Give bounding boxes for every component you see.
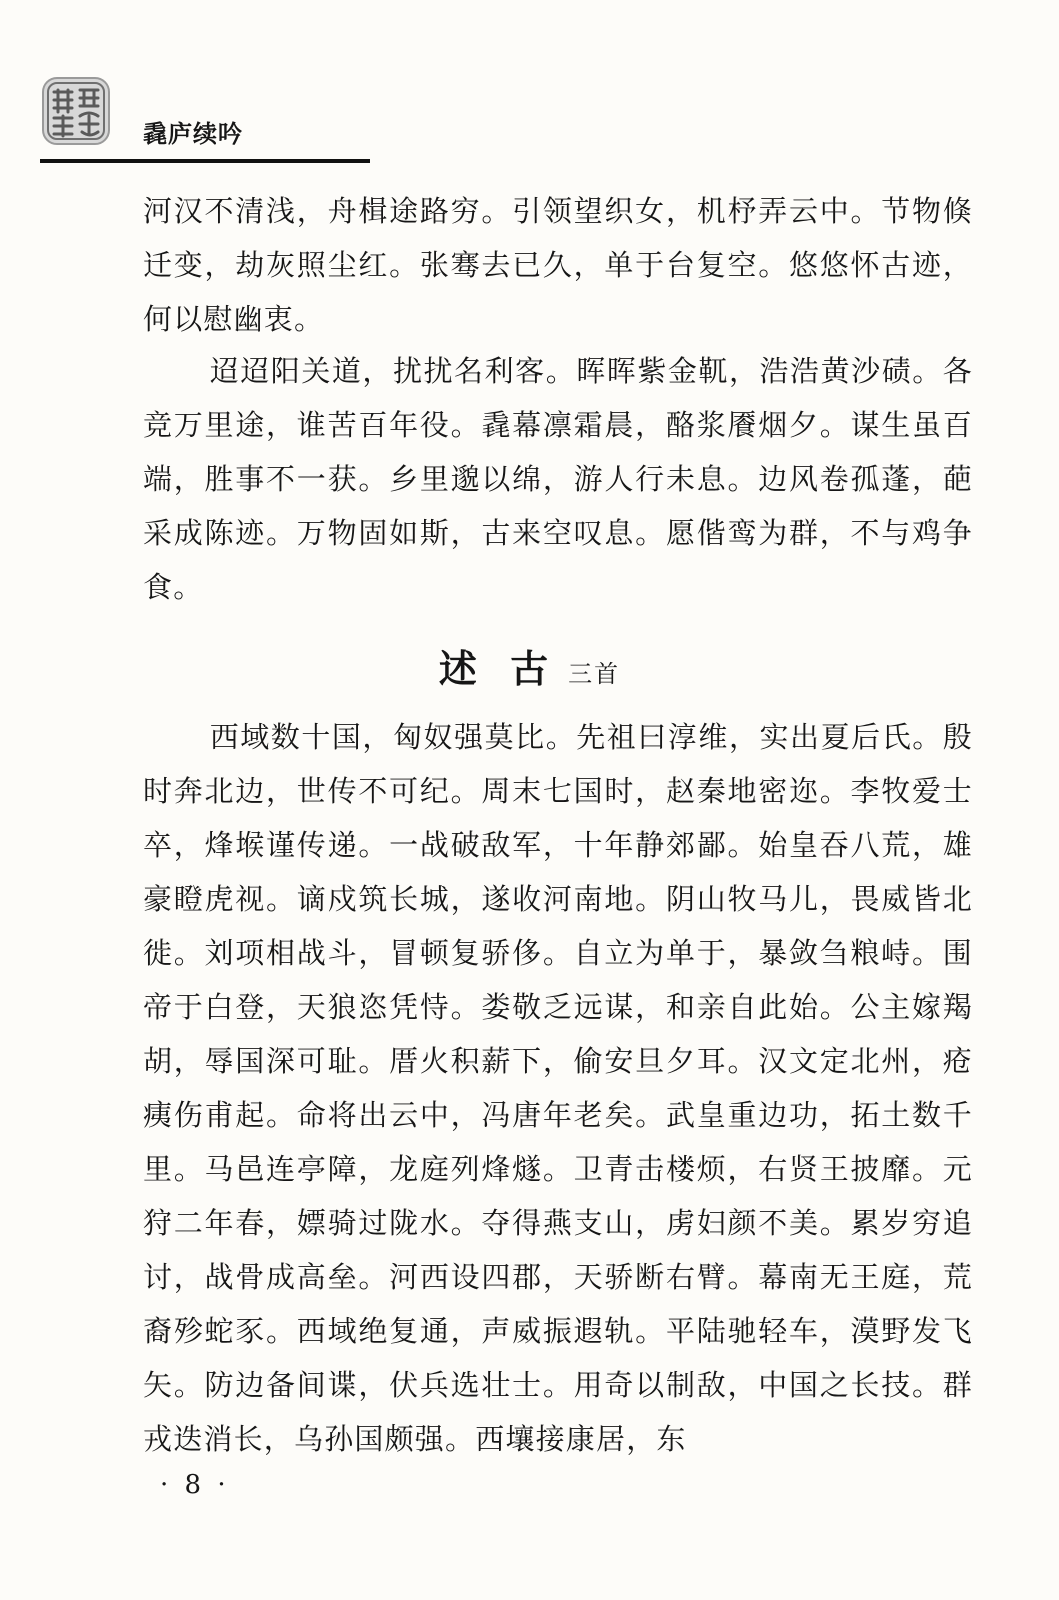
paragraph-1: 河汉不清浅，舟楫途路穷。引领望织女，机杼弄云中。节物倏迁变，劫灰照尘红。张骞去已久，单于台复空。悠悠怀古迹，何以慰幽衷。: [143, 194, 973, 336]
paragraph-3: 西域数十国，匈奴强莫比。先祖曰淳维，实出夏后氏。殷时奔北边，世传不可纪。周末七国时，赵秦地密迩。李牧爱士卒，烽堠谨传递。一战破敌军，十年静郊鄙。始皇吞八荒，雄豪瞪虎视。谪戍筑长城，遂收河南地。阴山牧马儿，畏威皆北徙。刘项相战斗，冒顿复骄侈。自立为单于，暴敛刍粮峙。围帝于白登，天狼恣凭恃。娄敬乏远谋，和亲自此始。公主嫁羯胡，辱国深可耻。厝火积薪下，偷安旦夕耳。汉文定北州，疮痍伤甫起。命将出云中，冯唐年老矣。武皇重边功，拓土数千里。马邑连亭障，龙庭列烽燧。卫青击楼烦，右贤王披靡。元狩二年春，嫖骑过陇水。夺得燕支山，虏妇颜不美。累岁穷追讨，战骨成高垒。河西设四郡，天骄断右臂。幕南无王庭，荒裔殄蛇豕。西域绝复通，声威振遐轨。平陆驰轻车，漠野发飞矢。防边备间谍，伏兵选壮士。用奇以制敌，中国之长技。群戎迭消长，乌孙国颇强。西壤接康居，东: [143, 720, 973, 1456]
poem-title: [0, 638, 1059, 693]
seal-stamp-icon: [40, 72, 112, 148]
page-number: · 8 ·: [160, 1470, 230, 1500]
paragraph-2: 迢迢阳关道，扰扰名利客。晖晖紫金靰，浩浩黄沙碛。各竞万里途，谁苦百年役。毳幕凛霜晨，酪浆餍烟夕。谋生虽百端，胜事不一获。乡里邈以绵，游人行未息。边风卷孤蓬，葩采成陈迹。万物固如斯，古来空叹息。愿偕鸾为群，不与鸡争食。: [143, 354, 973, 604]
poem-title-note: 三首: [568, 660, 621, 688]
running-head: 毳庐续吟: [143, 120, 243, 148]
header-rule: [40, 159, 370, 163]
poem-title-text: 述 古: [438, 646, 559, 691]
poem-body: [143, 710, 973, 1466]
poem-continuation: [143, 184, 973, 346]
poem-stanza: [143, 344, 973, 614]
